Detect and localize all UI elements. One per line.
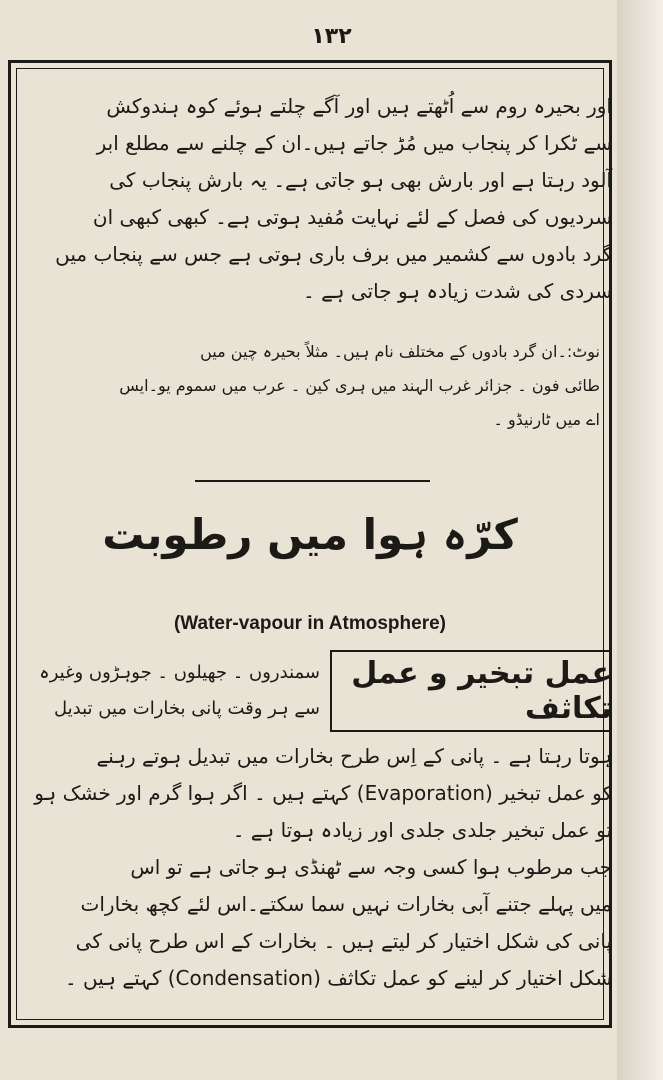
side-line: سے ہر وقت پانی بخارات میں تبدیل [54, 698, 320, 719]
body-line: میں پہلے جتنے آبی بخارات نہیں سما سکتے۔اس لئے کچھ بخارات [80, 892, 612, 916]
body-paragraph [22, 738, 612, 997]
body-line: پانی کی شکل اختیار کر لیتے ہیں ۔ بخارات کے اس طرح پانی کی [75, 929, 612, 953]
page-number: ۱۳۲ [311, 24, 352, 49]
side-heading-box [330, 650, 612, 732]
section-heading: کرّہ ہوا میں رطوبت [102, 510, 518, 559]
note-line: نوٹ:۔ان گرد بادوں کے مختلف نام ہیں۔ مثلاً بحیرہ چین میں [200, 342, 600, 361]
body-line: تو عمل تبخیر جلدی جلدی اور زیادہ ہوتا ہے ۔ [232, 818, 612, 842]
intro-line: گرد بادوں سے کشمیر میں برف باری ہوتی ہے جس سے پنجاب میں [55, 242, 612, 266]
body-line: جب مرطوب ہوا کسی وجہ سے ٹھنڈی ہو جاتی ہے تو اس [130, 855, 612, 879]
side-heading: عمل تبخیر و عمل تکاثف [351, 656, 612, 726]
body-line: کو عمل تبخیر (Evaporation) کہتے ہیں ۔ اگر ہوا گرم اور خشک ہو [34, 781, 612, 805]
intro-line: سردیوں کی فصل کے لئے نہایت مُفید ہوتی ہے۔ کبھی کبھی ان [92, 205, 612, 229]
note-block [60, 335, 600, 437]
intro-line: سے ٹکرا کر پنجاب میں مُڑ جاتے ہیں۔ان کے چلنے سے مطلع ابر [96, 131, 612, 155]
side-line: سمندروں ۔ جھیلوں ۔ جوہڑوں وغیرہ [39, 662, 320, 683]
note-line: طائی فون ۔ جزائر غرب الہند میں ہری کین ۔ عرب میں سموم یو۔ایس [119, 376, 600, 395]
intro-line: آلود رہتا ہے اور بارش بھی ہو جاتی ہے۔ یہ بارش پنجاب کی [109, 168, 612, 192]
scan-page-edge [617, 0, 663, 1080]
intro-line: سردی کی شدت زیادہ ہو جاتی ہے ۔ [303, 279, 612, 303]
intro-paragraph [32, 88, 612, 310]
intro-line: اور بحیرہ روم سے اُٹھتے ہیں اور آگے چلتے ہوئے کوہ ہندوکش [106, 94, 612, 118]
side-text [30, 655, 320, 727]
note-line: اے میں ٹارنیڈو ۔ [493, 410, 600, 429]
section-subtitle: (Water-vapour in Atmosphere) [173, 613, 446, 634]
body-line: ہوتا رہتا ہے ۔ پانی کے اِس طرح بخارات میں تبدیل ہوتے رہنے [96, 744, 612, 768]
body-line: شکل اختیار کر لینے کو عمل تکاثف (Condensation) کہتے ہیں ۔ [64, 966, 612, 990]
section-divider [195, 480, 430, 482]
